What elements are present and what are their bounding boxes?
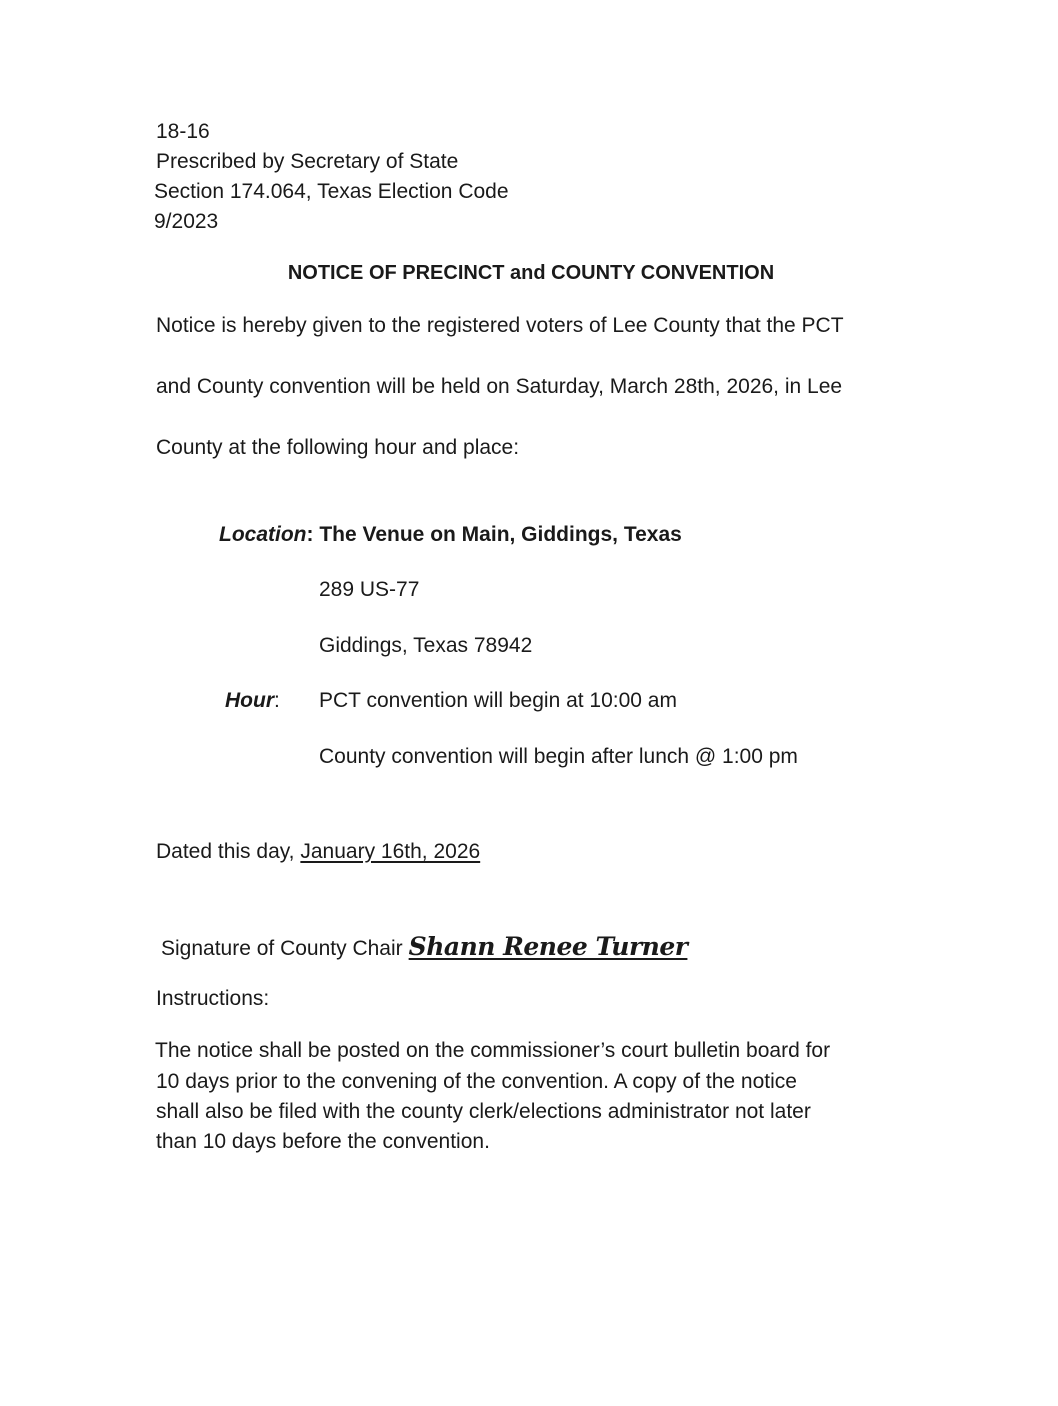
code-section: Section 174.064, Texas Election Code: [154, 180, 509, 203]
signature-value: Shann Renee Turner: [408, 932, 688, 961]
address-line: 289 US-77: [319, 578, 420, 601]
instructions-heading: Instructions:: [156, 987, 270, 1010]
prescribed-by: Prescribed by Secretary of State: [156, 150, 459, 173]
dated-value: January 16th, 2026: [300, 840, 481, 863]
instructions-line: shall also be filed with the county clerk/elections administrator not later: [156, 1100, 811, 1123]
dated-row: [156, 837, 480, 867]
signature-row: [161, 932, 687, 964]
hour-label-row: [225, 686, 280, 716]
instructions-line: than 10 days before the convention.: [156, 1130, 490, 1153]
address-line: Giddings, Texas 78942: [319, 634, 533, 657]
notice-line: Notice is hereby given to the registered voters of Lee County that the PCT: [156, 314, 844, 337]
hour-line: PCT convention will begin at 10:00 am: [319, 689, 677, 712]
dated-label: Dated this day,: [156, 840, 295, 863]
notice-line: County at the following hour and place:: [156, 436, 520, 459]
instructions-line: 10 days prior to the convening of the convention. A copy of the notice: [156, 1070, 797, 1093]
notice-title: NOTICE OF PRECINCT and COUNTY CONVENTION: [287, 262, 775, 284]
hour-line: County convention will begin after lunch @ 1:00 pm: [319, 745, 798, 768]
location-row: [219, 520, 682, 550]
notice-line: and County convention will be held on Saturday, March 28th, 2026, in Lee: [156, 375, 843, 398]
form-date: 9/2023: [154, 210, 219, 233]
location-colon: :: [306, 523, 320, 546]
instructions-line: The notice shall be posted on the commissioner’s court bulletin board for: [155, 1039, 831, 1062]
location-label: Location: [219, 523, 307, 546]
form-number: 18-16: [156, 120, 210, 143]
hour-colon: :: [274, 689, 280, 712]
location-value: The Venue on Main, Giddings, Texas: [319, 523, 682, 546]
signature-label: Signature of County Chair: [161, 937, 403, 960]
hour-label: Hour: [225, 689, 274, 712]
